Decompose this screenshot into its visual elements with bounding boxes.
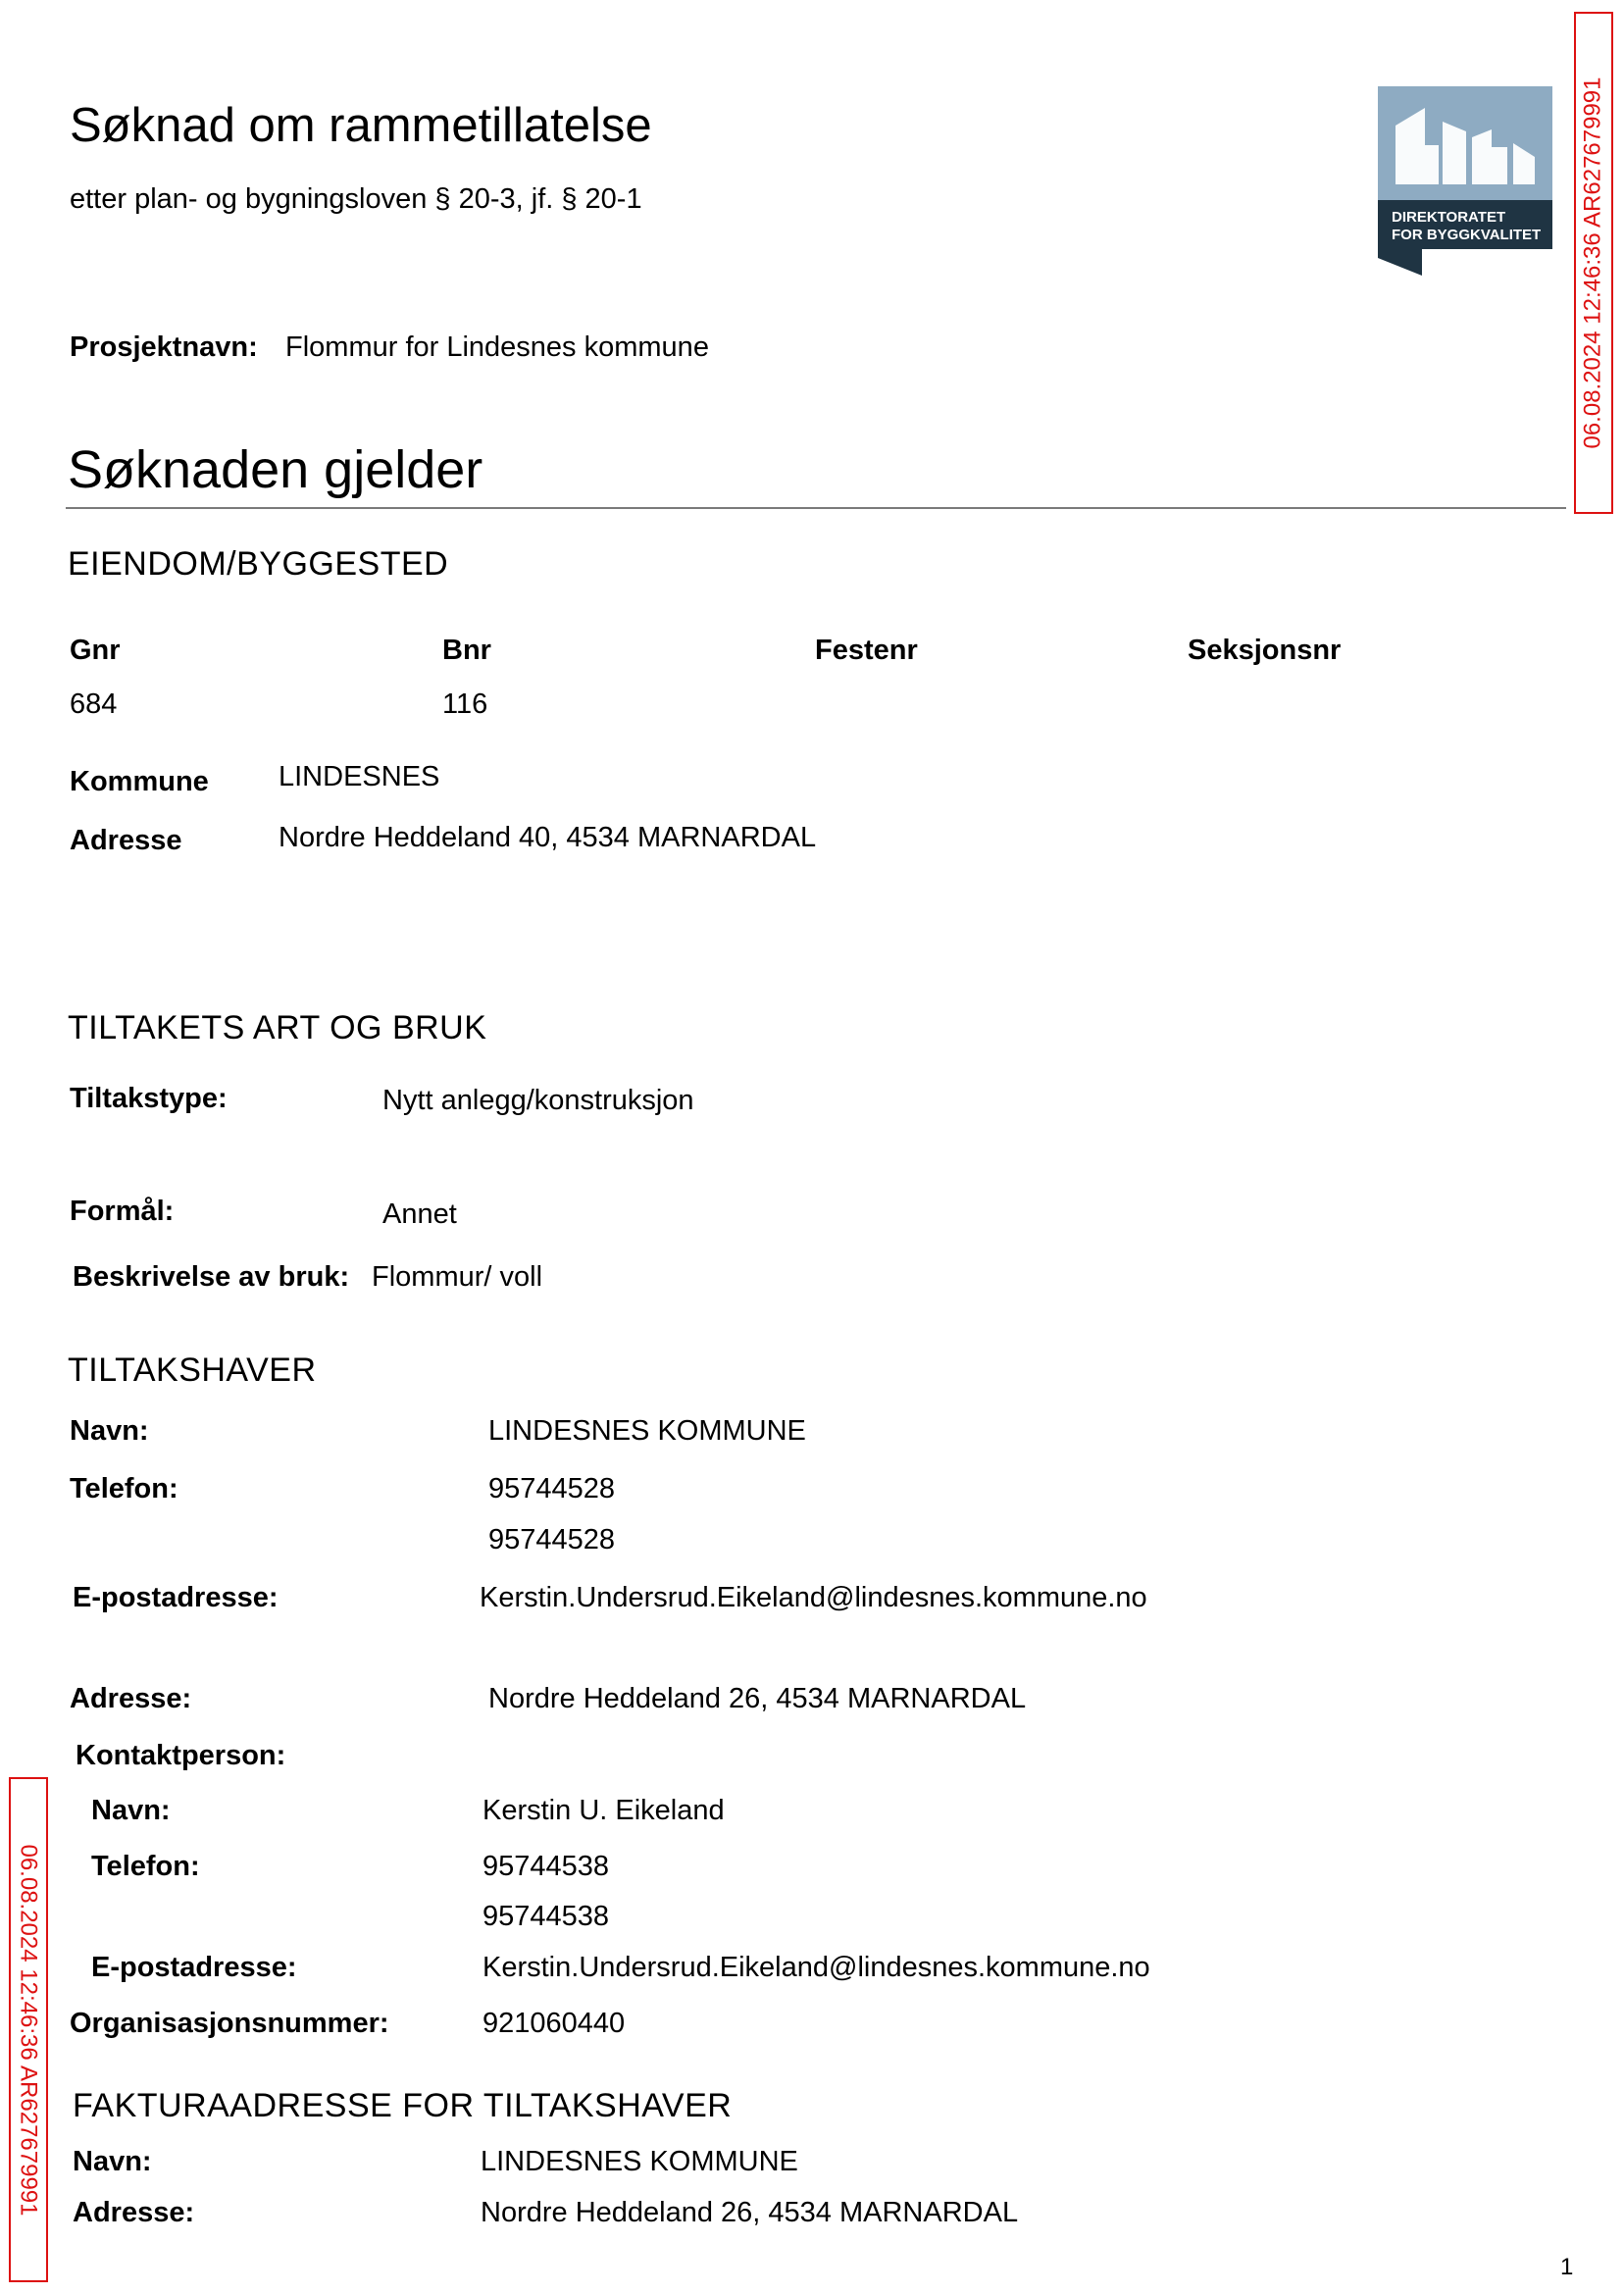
col-seksjonsnr: Seksjonsnr <box>1188 635 1342 666</box>
invoice-name-label: Navn: <box>73 2146 152 2177</box>
owner-address-label: Adresse: <box>70 1683 192 1714</box>
use-label: Beskrivelse av bruk: <box>73 1261 350 1293</box>
invoice-name-value: LINDESNES KOMMUNE <box>481 2146 798 2177</box>
gnr-value: 684 <box>70 688 118 720</box>
owner-heading: TILTAKSHAVER <box>68 1351 317 1389</box>
owner-email-label: E-postadresse: <box>73 1582 279 1613</box>
col-gnr: Gnr <box>70 635 121 666</box>
heading-divider <box>66 507 1566 509</box>
contact-email-value: Kerstin.Undersrud.Eikeland@lindesnes.kommune.no <box>482 1952 1150 1983</box>
purpose-value: Annet <box>382 1198 457 1230</box>
org-number-label: Organisasjonsnummer: <box>70 2008 389 2039</box>
dibk-logo <box>1378 86 1552 276</box>
bnr-value: 116 <box>442 688 488 720</box>
contact-phone-label: Telefon: <box>91 1851 200 1882</box>
stamp-text-right: 06.08.2024 12:46:36 AR627679991 <box>1580 76 1606 449</box>
project-name-value: Flommur for Lindesnes kommune <box>285 331 709 363</box>
col-festenr: Festenr <box>815 635 918 666</box>
property-address-value: Nordre Heddeland 40, 4534 MARNARDAL <box>279 822 817 853</box>
document-title: Søknad om rammetillatelse <box>70 99 652 152</box>
property-heading: EIENDOM/BYGGESTED <box>68 545 449 583</box>
use-value: Flommur/ voll <box>372 1261 543 1293</box>
contact-email-label: E-postadresse: <box>91 1952 297 1983</box>
invoice-heading: FAKTURAADRESSE FOR TILTAKSHAVER <box>73 2087 733 2124</box>
owner-phone-label: Telefon: <box>70 1473 178 1504</box>
contact-name-value: Kerstin U. Eikeland <box>482 1795 725 1826</box>
org-number-value: 921060440 <box>482 2008 626 2039</box>
owner-name-label: Navn: <box>70 1415 149 1447</box>
contact-name-label: Navn: <box>91 1795 171 1826</box>
invoice-address-label: Adresse: <box>73 2197 195 2228</box>
timestamp-stamp-right <box>1574 12 1613 514</box>
kommune-value: LINDESNES <box>279 761 440 792</box>
invoice-address-value: Nordre Heddeland 26, 4534 MARNARDAL <box>481 2197 1019 2228</box>
logo-line-2: FOR BYGGKVALITET <box>1392 227 1542 243</box>
contact-person-label: Kontaktperson: <box>76 1740 286 1771</box>
measure-type-value: Nytt anlegg/konstruksjon <box>382 1085 694 1116</box>
contact-phone-value-2: 95744538 <box>482 1901 610 1932</box>
col-bnr: Bnr <box>442 635 491 666</box>
document-subtitle: etter plan- og bygningsloven § 20-3, jf. § 20-1 <box>70 183 642 215</box>
applies-heading: Søknaden gjelder <box>68 440 483 499</box>
stamp-text-left: 06.08.2024 12:46:36 AR627679991 <box>16 1843 42 2217</box>
measure-type-label: Tiltakstype: <box>70 1083 228 1114</box>
kommune-label: Kommune <box>70 766 209 797</box>
project-name-label: Prosjektnavn: <box>70 331 258 363</box>
owner-name-value: LINDESNES KOMMUNE <box>488 1415 806 1447</box>
owner-phone-value-1: 95744528 <box>488 1473 616 1504</box>
page-number: 1 <box>1560 2254 1574 2280</box>
contact-phone-value-1: 95744538 <box>482 1851 610 1882</box>
timestamp-stamp-left <box>9 1777 48 2282</box>
measure-heading: TILTAKETS ART OG BRUK <box>68 1009 487 1046</box>
property-address-label: Adresse <box>70 825 182 856</box>
purpose-label: Formål: <box>70 1196 175 1227</box>
owner-email-value: Kerstin.Undersrud.Eikeland@lindesnes.kommune.no <box>480 1582 1147 1613</box>
owner-address-value: Nordre Heddeland 26, 4534 MARNARDAL <box>488 1683 1027 1714</box>
owner-phone-value-2: 95744528 <box>488 1524 616 1555</box>
logo-line-1: DIREKTORATET <box>1392 209 1506 226</box>
